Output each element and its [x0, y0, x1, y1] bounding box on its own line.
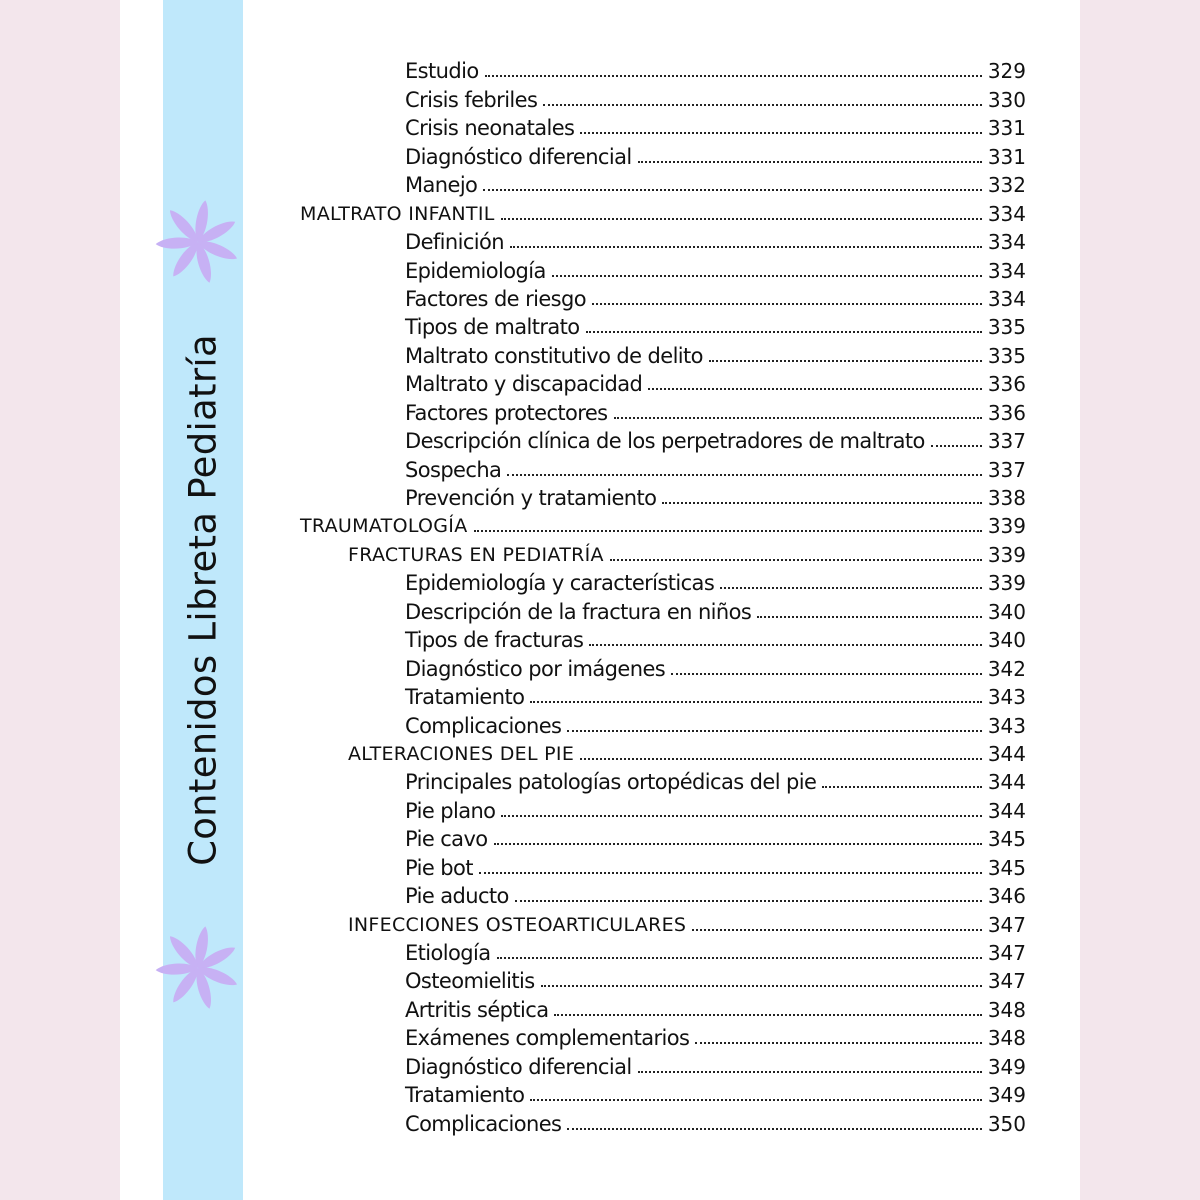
toc-entry — [0, 767, 1026, 795]
toc-entry-label: Diagnóstico diferencial — [405, 144, 632, 169]
toc-entry — [0, 739, 1026, 767]
toc-entry-label: Pie aducto — [405, 884, 509, 909]
toc-page-number: 346 — [987, 884, 1026, 909]
toc-entry — [0, 84, 1026, 112]
toc-entry-label: Epidemiología y características — [405, 571, 715, 596]
side-title: Contenidos Libreta Pediatría — [181, 334, 225, 866]
toc-dot-leader — [586, 330, 982, 333]
toc-page-number: 348 — [987, 1026, 1026, 1051]
toc-dot-leader — [530, 1098, 981, 1101]
toc-dot-leader — [541, 984, 982, 987]
toc-entry — [0, 1023, 1026, 1051]
toc-dot-leader — [695, 1041, 981, 1044]
toc-entry — [0, 653, 1026, 681]
toc-page-number: 337 — [987, 429, 1026, 454]
toc-page-number: 338 — [987, 486, 1026, 510]
toc-dot-leader — [720, 586, 982, 589]
toc-dot-leader — [692, 928, 982, 931]
toc-entry-label: ALTERACIONES DEL PIE — [348, 742, 575, 765]
toc-page-number: 331 — [987, 144, 1026, 169]
toc-dot-leader — [543, 103, 981, 106]
toc-entry — [0, 682, 1026, 710]
toc-entry — [0, 397, 1026, 425]
toc-entry — [0, 227, 1026, 255]
toc-entry-label: Crisis neonatales — [405, 116, 575, 141]
toc-entry-label: Complicaciones — [405, 713, 562, 738]
toc-dot-leader — [580, 131, 981, 134]
toc-entry-label: Estudio — [405, 59, 479, 84]
toc-dot-leader — [552, 274, 982, 277]
toc-dot-leader — [648, 387, 982, 390]
toc-dot-leader — [479, 871, 982, 874]
toc-dot-leader — [614, 416, 982, 419]
toc-entry-label: Diagnóstico diferencial — [405, 1054, 632, 1079]
toc-dot-leader — [497, 956, 982, 959]
toc-entry-label: Artritis séptica — [405, 997, 549, 1022]
toc-entry — [0, 255, 1026, 283]
toc-entry — [0, 1108, 1026, 1136]
toc-page-number: 339 — [987, 542, 1026, 567]
toc-dot-leader — [515, 899, 982, 902]
toc-page-number: 337 — [987, 457, 1026, 482]
toc-page-number: 339 — [987, 571, 1026, 596]
toc-dot-leader — [592, 302, 982, 305]
toc-entry-label: Tipos de fracturas — [405, 628, 584, 653]
toc-entry-label: Maltrato y discapacidad — [405, 372, 643, 397]
toc-page-number: 340 — [987, 628, 1026, 653]
toc-entry — [0, 113, 1026, 141]
toc-entry — [0, 198, 1026, 226]
toc-entry — [0, 710, 1026, 738]
toc-dot-leader — [589, 643, 981, 646]
toc-entry — [0, 312, 1026, 340]
toc-dot-leader — [757, 615, 982, 618]
toc-entry-label: Definición — [405, 230, 505, 255]
toc-page-number: 345 — [987, 827, 1026, 852]
toc-entry — [0, 994, 1026, 1022]
toc-entry — [0, 340, 1026, 368]
toc-entry — [0, 483, 1026, 511]
toc-page-number: 334 — [987, 258, 1026, 283]
toc-page-number: 347 — [987, 941, 1026, 965]
toc-page-number: 348 — [987, 997, 1026, 1022]
toc-entry-label: Descripción de la fractura en niños — [405, 599, 752, 624]
toc-page-number: 347 — [987, 969, 1026, 994]
toc-entry-label: Pie bot — [405, 855, 473, 880]
toc-entry-label: Diagnóstico por imágenes — [405, 656, 666, 681]
toc-page-number: 347 — [987, 912, 1026, 937]
toc-dot-leader — [567, 729, 981, 732]
toc-dot-leader — [638, 160, 982, 163]
toc-page-number: 344 — [987, 741, 1026, 766]
toc-page-number: 335 — [987, 315, 1026, 340]
toc-entry — [0, 454, 1026, 482]
toc-dot-leader — [709, 359, 982, 362]
toc-dot-leader — [822, 785, 982, 788]
toc-page-number: 329 — [987, 59, 1026, 84]
toc-entry — [0, 938, 1026, 966]
toc-entry — [0, 1080, 1026, 1108]
toc-entry — [0, 369, 1026, 397]
toc-entry-label: Tratamiento — [405, 1083, 525, 1108]
toc-entry — [0, 426, 1026, 454]
toc-page-number: 339 — [987, 514, 1026, 539]
toc-page-number: 344 — [987, 798, 1026, 823]
toc-page-number: 343 — [987, 685, 1026, 710]
toc-entry-label: Principales patologías ortopédicas del pie — [405, 770, 817, 795]
toc-entry — [0, 881, 1026, 909]
toc-entry-label: Pie plano — [405, 798, 496, 823]
toc-entry-label: Pie cavo — [405, 827, 488, 852]
toc-page-number: 336 — [987, 400, 1026, 425]
toc-entry — [0, 284, 1026, 312]
toc-entry — [0, 966, 1026, 994]
toc-dot-leader — [567, 1127, 981, 1130]
toc-page-number: 349 — [987, 1054, 1026, 1079]
toc-entry — [0, 824, 1026, 852]
toc-dot-leader — [638, 1070, 982, 1073]
toc-dot-leader — [510, 245, 982, 248]
table-of-contents — [0, 56, 1200, 1137]
toc-entry — [0, 596, 1026, 624]
toc-page-number: 349 — [987, 1083, 1026, 1108]
toc-entry — [0, 539, 1026, 567]
toc-entry — [0, 170, 1026, 198]
toc-page-number: 332 — [987, 173, 1026, 198]
toc-page-number: 335 — [987, 343, 1026, 368]
toc-page-number: 334 — [987, 230, 1026, 255]
toc-page-number: 350 — [987, 1111, 1026, 1136]
toc-entry-label: Manejo — [405, 173, 478, 198]
toc-dot-leader — [507, 473, 982, 476]
toc-dot-leader — [474, 529, 982, 532]
toc-entry-label: Prevención y tratamiento — [405, 486, 657, 510]
toc-entry-label: FRACTURAS EN PEDIATRÍA — [348, 543, 604, 566]
toc-dot-leader — [580, 757, 982, 760]
toc-page-number: 344 — [987, 770, 1026, 795]
toc-dot-leader — [501, 814, 981, 817]
toc-dot-leader — [662, 501, 981, 504]
toc-entry-label: Factores de riesgo — [405, 286, 586, 311]
toc-entry-label: Crisis febriles — [405, 87, 538, 112]
toc-entry-label: MALTRATO INFANTIL — [300, 202, 495, 225]
toc-page-number: 334 — [987, 201, 1026, 226]
toc-page-number: 345 — [987, 855, 1026, 880]
toc-page-number: 330 — [987, 87, 1026, 112]
toc-entry — [0, 1051, 1026, 1079]
toc-entry — [0, 56, 1026, 84]
toc-entry-label: Complicaciones — [405, 1111, 562, 1136]
toc-entry-label: Factores protectores — [405, 400, 608, 425]
toc-entry — [0, 852, 1026, 880]
toc-dot-leader — [485, 74, 982, 77]
toc-dot-leader — [494, 842, 982, 845]
toc-entry-label: Sospecha — [405, 457, 502, 482]
toc-page-number: 331 — [987, 116, 1026, 141]
toc-entry-label: Maltrato constitutivo de delito — [405, 343, 703, 368]
toc-entry — [0, 141, 1026, 169]
toc-entry — [0, 909, 1026, 937]
toc-entry — [0, 511, 1026, 539]
toc-dot-leader — [671, 672, 982, 675]
toc-entry-label: Tratamiento — [405, 685, 525, 710]
toc-dot-leader — [610, 558, 982, 561]
toc-entry — [0, 795, 1026, 823]
toc-page-number: 343 — [987, 713, 1026, 738]
toc-page-number: 340 — [987, 599, 1026, 624]
toc-entry-label: Descripción clínica de los perpetradores de maltrato — [405, 429, 925, 454]
toc-dot-leader — [931, 444, 982, 447]
toc-entry-label: Etiología — [405, 941, 491, 965]
toc-entry-label: INFECCIONES OSTEOARTICULARES — [348, 913, 687, 936]
toc-entry-label: Epidemiología — [405, 258, 546, 283]
toc-entry-label: Osteomielitis — [405, 969, 535, 994]
toc-dot-leader — [501, 217, 982, 220]
toc-entry — [0, 568, 1026, 596]
toc-entry-label: Tipos de maltrato — [405, 315, 580, 340]
toc-dot-leader — [483, 188, 982, 191]
toc-page-number: 336 — [987, 372, 1026, 397]
toc-page-number: 334 — [987, 286, 1026, 311]
toc-entry-label: TRAUMATOLOGÍA — [300, 515, 468, 538]
toc-entry — [0, 625, 1026, 653]
toc-page-number: 342 — [987, 656, 1026, 681]
toc-dot-leader — [530, 700, 981, 703]
toc-dot-leader — [554, 1013, 981, 1016]
toc-entry-label: Exámenes complementarios — [405, 1026, 690, 1051]
